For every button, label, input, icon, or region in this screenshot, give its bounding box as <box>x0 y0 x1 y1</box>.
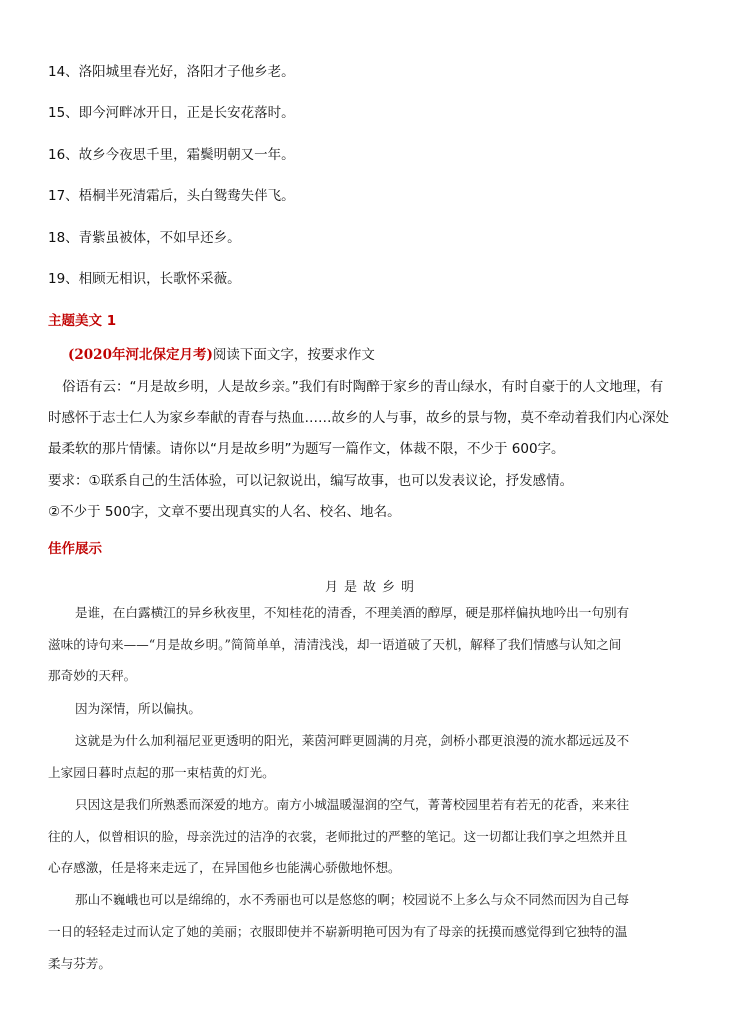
prompt-line: 最柔软的那片情愫。请你以“月是故乡明”为题写一篇作文，体裁不限，不少于 600字。 <box>48 441 565 457</box>
showcase-heading: 佳作展示 <box>48 541 102 557</box>
prompt-line: 时感怀于志士仁人为家乡奉献的青春与热血……故乡的人与事，故乡的景与物，莫不牵动着我们内心深处 <box>48 410 669 426</box>
essay-line: 一日的轻轻走过而认定了她的美丽；衣服即使并不崭新明艳可因为有了母亲的抚摸而感觉得到它独特的温 <box>48 924 628 939</box>
essay-line: 只因这是我们所熟悉而深爱的地方。南方小城温暖湿润的空气，菁菁校园里若有若无的花香，来来往 <box>75 797 630 812</box>
prompt-instruction: 阅读下面文字，按要求作文 <box>212 347 375 363</box>
verse-line: 14、洛阳城里春光好，洛阳才子他乡老。 <box>48 64 295 80</box>
essay-line: 柔与芬芳。 <box>48 956 111 971</box>
essay-line: 那奇妙的天秤。 <box>48 668 137 683</box>
essay-line: 心存感激，任是将来走远了，在异国他乡也能满心骄傲地怀想。 <box>48 860 401 875</box>
essay-line: 往的人，似曾相识的脸，母亲洗过的洁净的衣裳，老师批过的严整的笔记。这一切都让我们享之坦然并且 <box>48 829 628 844</box>
essay-title: 月是故乡明 <box>324 580 420 595</box>
essay-line: 滋味的诗句来——“月是故乡明。”简简单单，清清浅浅，却一语道破了天机，解释了我们情感与认知之间 <box>48 637 622 652</box>
prompt-header <box>68 346 375 364</box>
theme-heading: 主题美文 1 <box>48 313 117 329</box>
essay-line: 因为深情，所以偏执。 <box>75 701 201 716</box>
prompt-line: 俗语有云：“月是故乡明，人是故乡亲。”我们有时陶醉于家乡的青山绿水，有时自豪于的人文地理，有 <box>62 379 664 395</box>
essay-line: 是谁，在白露横江的异乡秋夜里，不知桂花的清香，不理美酒的醇厚，硬是那样偏执地吟出一句别有 <box>75 605 630 620</box>
verse-line: 15、即今河畔冰开日，正是长安花落时。 <box>48 105 295 121</box>
verse-line: 17、梧桐半死清霜后，头白鸳鸯失伴飞。 <box>48 188 295 204</box>
verse-line: 19、相顾无相识，长歌怀采薇。 <box>48 271 241 287</box>
prompt-requirement: 要求：①联系自己的生活体验，可以记叙说出，编写故事，也可以发表议论，抒发感情。 <box>48 473 574 489</box>
essay-line: 这就是为什么加利福尼亚更透明的阳光，莱茵河畔更圆满的月亮，剑桥小郡更浪漫的流水都远远及不 <box>75 733 630 748</box>
prompt-source: (2020年河北保定月考) <box>68 347 213 363</box>
essay-line: 那山不巍峨也可以是绵绵的，水不秀丽也可以是悠悠的啊；校园说不上多么与众不同然而因为自己每 <box>75 892 630 907</box>
verse-line: 16、故乡今夜思千里，霜鬓明朝又一年。 <box>48 147 295 163</box>
essay-line: 上家园日暮时点起的那一束桔黄的灯光。 <box>48 765 275 780</box>
prompt-requirement: ②不少于 500字，文章不要出现真实的人名、校名、地名。 <box>48 504 401 520</box>
verse-line: 18、青紫虽被体，不如早还乡。 <box>48 230 241 246</box>
